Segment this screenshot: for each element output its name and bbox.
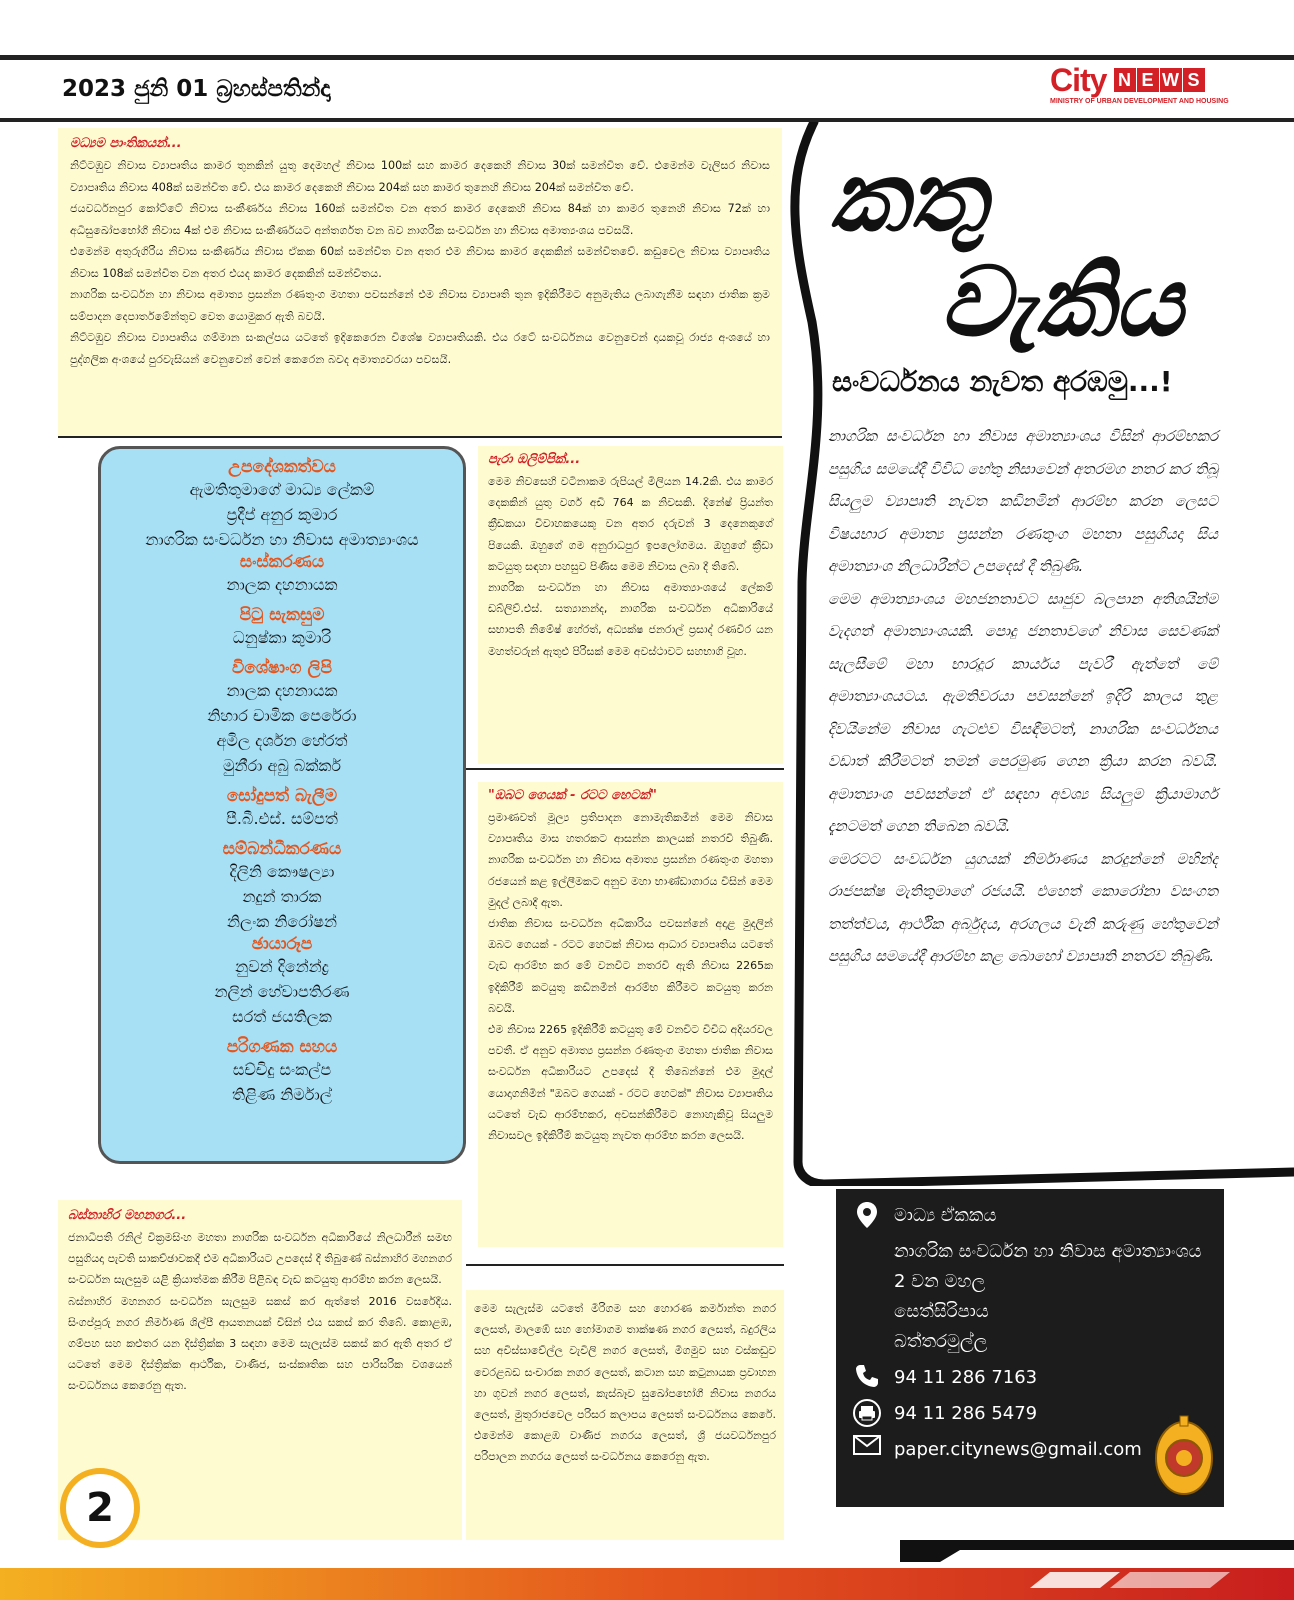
footer-bar: [0, 1540, 1294, 1600]
contact-address-line: බත්තරමුල්ල: [894, 1331, 988, 1352]
paragraph: මෙම අමාත්‍යාංශය මහජනතාවට සෘජුව බලපාන අතිශයින්ම වැදගත් අමාත්‍යාංශයකි. පොදු ජනතාවගේ නිවාස සෙවණක් සැලසීමේ මහා භාරදූර කාර්යය පැවරී ඇත්තේ මේ අමාත්‍යාංශයටය. ඇමතිවරයා පවසන්නේ ඉදිරි කාලය තුළ දිවයිනේම නිවාස ගැටළුව විසඳීමටත්, නාගරික සංවර්ධනය වඩාත් කිරීමටත් තමන් පෙරමුණ ගෙන ක්‍රියා කරන බවයි. අමාත්‍යාංශ පවසන්නේ ඒ සඳහා අවශ්‍ය සියලුම ක්‍රියාමාර්ග දැනටමත් ගෙන තිබෙන බවයි.: [828, 589, 1218, 835]
article-kicker: පැරා ඔලිම්පික්...: [488, 452, 581, 467]
paragraph: නාගරික සංවර්ධන හා නිවාස අමාත්‍යාංශයේ ලේකම් ඩබ්ලිව්.එස්. සත්‍යානන්ද, නාගරික සංවර්ධන අධිකාරියේ සභාපති නිමේෂ් හේරත්, අධ්‍යක්ෂ ජනරාල් ප්‍රසාද් රණවීර යන මහත්වරුන් ඇතුළු පිරිසක් මෙම අවස්ථාවට සහභාගි වූහ.: [488, 581, 773, 658]
paragraph: ජාතික නිවාස සංවර්ධන අධිකාරිය පවසන්නේ අදාළ මුදලින් ඔබට ගෙයක් - රටට හෙටක් නිවාස ආධාර ව්‍යාපෘතිය යටතේ වැඩ ආරම්භ කර මේ වනවිට නතරවී ඇති නිවාස 2265ක ඉදිකිරීම් කටයුතු කඩිනමින් ආරම්භ කිරීමට කටයුතු කරන බවයි.: [488, 917, 773, 1015]
logo-subtitle: MINISTRY OF URBAN DEVELOPMENT AND HOUSING: [1050, 98, 1229, 105]
contact-fax: 94 11 286 5479: [894, 1403, 1038, 1424]
credit-heading: විශේෂාංග ලිපි: [232, 658, 332, 678]
top-article-kicker: මධ්‍යම පාංතිකයන්...: [70, 136, 182, 151]
fax-icon: [852, 1399, 882, 1427]
paragraph: මෙම සැලැස්ම යටතේ මීරිගම සහ හොරණ කර්මාන්ත නගර ලෙසත්, මාලඹේ සහ හෝමාගම තාක්ෂණ නගර ලෙසත්, බදුරලිය සහ අවිස්සාවේල්ල වැවිලි නගර ලෙසත්, මීගමුව සහ වස්කඩුව වෙරළබඩ සංචාරක නගර ලෙසත්, කටාන සහ කටුනායක ප්‍රවාහන හා ගුවන් නගර ලෙසත්, කැස්බෑව සුඛෝපභෝගී නිවාස නගරය ලෙසත්, මුතුරාජවෙල පරිසර කලාපය ලෙසත් සංවර්ධනය කෙරේ. එමෙන්ම කොළඹ වාණිජ නගරය ලෙසත්, ශ්‍රී ජයවර්ධනපුර පරිපාලන නගරය ලෙසත් සංවර්ධනය කෙරෙනු ඇත.: [474, 1302, 776, 1464]
credit-name: නදුන් තාරක: [242, 887, 322, 906]
contact-address-line: සෙත්සිරිපාය: [894, 1301, 989, 1322]
contact-phone[interactable]: 94 11 286 7163: [894, 1367, 1038, 1388]
article-kicker: බස්නාහිර මහනගර...: [68, 1208, 187, 1223]
paragraph: මෙම නිවසෙහි වටිනාකම රුපියල් මිලියන 14.2කි. එය කාමර දෙකකින් යුතු වර්ග අඩි 764 ක නිවසකි. දිනේෂ් ප්‍රියන්ත ක්‍රීඩකයා විවාහකයෙකු වන අතර දරුවන් 3 දෙනෙකුගේ පියෙකි. ඔහුගේ ගම අනුරාධපුර ඉපලෝගමය. ඔහුගේ ක්‍රීඩා කටයුතු සඳහා පහසුව පිණිස මෙම නිවාස ලබා දී තිබේ.: [488, 475, 773, 573]
credit-name: ප්‍රදීප් අනුර කුමාර: [226, 505, 338, 524]
section-divider: [466, 768, 784, 770]
credit-name: නාලක දහනායක: [226, 575, 338, 594]
credit-heading: සංස්කරණය: [239, 552, 325, 572]
editorial-title-line1: කතු: [830, 145, 986, 253]
logo-letter: W: [1160, 68, 1182, 92]
top-article: [58, 128, 782, 436]
credit-name: සච්චිදු සංකල්ප: [232, 1060, 332, 1079]
credit-heading: උපදේශකත්වය: [228, 457, 336, 477]
paragraph: එම නිවාස 2265 ඉදිකිරීම් කටයුතු මේ වනවිට විවිධ අදියරවල පවතී. ඒ අනුව අමාත්‍ය ප්‍රසන්න රණතුංග මහතා ජාතික නිවාස සංවර්ධන අධිකාරියට උපදෙස් දී තිබෙන්නේ එම මුදල් යොදාගනිමින් "ඔබට ගෙයක් - රටට හෙටක්" නිවාස ව්‍යාපෘතිය යටතේ වැඩ ආරම්භකර, අවසන්කිරීමට නොහැකිවූ සියලුම නිවාසවල ඉදිකිරීම් කටයුතු නැවත ආරම්භ කරන ලෙසයි.: [488, 1023, 773, 1143]
paragraph: ජයවර්ධනපුර කෝට්ටේ නිවාස සංකීර්ණය නිවාස 160ක් සමන්විත වන අතර කාමර දෙකෙහි නිවාස 84ක් හා කාමර තුනෙහි නිවාස 72ක් හා අධිසුඛෝපභෝගී නිවාස 4ක් එම නිවාස සංකීර්ණයට අන්තර්ගත වන බව නාගරික සංවර්ධන හා නිවාස අමාත්‍යංශය පවසයි.: [70, 202, 770, 237]
credit-name: ධනුෂ්කා කුමාරි: [232, 628, 332, 647]
credit-name: තිළිණ නිර්මාල්: [232, 1085, 332, 1104]
top-rule: [0, 55, 1294, 60]
government-emblem-icon: [1152, 1414, 1216, 1498]
logo-news-letters: [1114, 68, 1205, 92]
credit-heading: සම්බන්ධීකරණය: [222, 839, 342, 859]
credit-name: නිලංක නිරෝෂන්: [227, 912, 337, 931]
credit-name: නාලක දහනායක: [226, 681, 338, 700]
credit-name: දිලිනි කෞෂල්‍යා: [229, 862, 335, 881]
paragraph: ප්‍රමාණවත් මූල්‍ය ප්‍රතිපාදන නොමැතිකමින් මෙම නිවාස ව්‍යාපෘතිය මාස හතරකට ආසන්න කාලයක් නතරවී තිබුණි. නාගරික සංවර්ධන හා නිවාස අමාත්‍ය ප්‍රසන්න රණතුංග මහතා රජයෙන් කළ ඉල්ලීමකට අනුව මහා භාණ්ඩාගාරය විසින් මෙම මුදල් ලබාදී ඇත.: [488, 811, 773, 909]
paragraph: මෙරටට සංවර්ධන යුගයක් නිර්මාණය කරදුන්නේ මහින්ද රාජපක්ෂ මැතිතුමාගේ රජයයි. එහෙත් කොරෝනා වසංගත තත්ත්වය, ආර්ථික අර්බුදය, අරගලය වැනි කරුණු හේතුවෙන් පසුගිය සමයේදී ආරම්භ කළ බොහෝ ව්‍යාපෘති නතරව තිබුණි.: [828, 849, 1218, 965]
credits-box: [98, 446, 466, 1164]
credit-name: නුවන් දිනේන්ද්‍ර: [235, 957, 329, 976]
obata-geyak-article: [478, 782, 783, 1247]
paragraph: නිට්ටඹුව නිවාස ව්‍යාපෘතිය ගම්මාන සංකල්පය යටතේ ඉදිකෙරෙන විශේෂ ව්‍යාපෘතියකි. එය රටේ සංවර්ධනය වෙනුවෙන් දායකවූ රාජ්‍ය අංශයේ හා පුද්ගලික අංශයේ පුරවැසියන් වෙනුවෙන් වෙන් කෙරෙන බවද අමාත්‍යවරයා පවසයි.: [70, 331, 770, 366]
credit-name: නලින් හේවාපතිරණ: [214, 982, 350, 1001]
page-number: 2: [60, 1468, 140, 1548]
contact-address-line: නාගරික සංවර්ධන හා නිවාස අමාත්‍යාංශය: [894, 1241, 1202, 1262]
credit-name: සරත් ජයතිලක: [232, 1007, 332, 1026]
contact-address-title: මාධ්‍ය ඒකකය: [894, 1205, 997, 1226]
credit-name: නාගරික සංවර්ධන හා නිවාස අමාත්‍යාංශය: [145, 530, 419, 549]
paragraph: ජනාධිපති රනිල් වික්‍රමසිංහ මහතා නාගරික සංවර්ධන අධිකාරියේ නිලධාරීන් සමඟ පසුගියදා පැවති සාකච්ඡාවකදී එම අධිකාරියට උපදෙස් දී තිබුණේ බස්නාහිර මහනගර සංවර්ධන සැලසුම යළි ක්‍රියාත්මක කිරීම පිළිබඳ වැඩ කටයුතු ආරම්භ කරන ලෙසයි.: [68, 1231, 452, 1287]
email-icon: [852, 1435, 882, 1455]
credit-name: නිහාර චාමික පෙරේරා: [207, 706, 357, 725]
logo-letter: S: [1183, 68, 1205, 92]
logo-letter: N: [1114, 68, 1136, 92]
metro-continuation-article: [466, 1290, 784, 1540]
city-news-logo: [1050, 62, 1229, 110]
phone-icon: [852, 1363, 882, 1389]
editorial-title: [830, 145, 1230, 365]
credit-name: ඇමතිතුමාගේ මාධ්‍ය ලේකම්: [189, 480, 375, 499]
credit-heading: පිටු සැකසුම: [239, 605, 325, 625]
paragraph: නාගරික සංවර්ධන හා නිවාස අමාත්‍යාංශය විසින් ආරම්භකර පසුගිය සමයේදී විවිධ හේතු නිසාවෙන් අතරමග නතර කර තිබූ සියලුම ව්‍යාපෘති නැවත කඩිනමින් ආරම්භ කරන ලෙසට විෂයභාර අමාත්‍ය ප්‍රසන්න රණතුංග මහතා පසුගියදා සිය අමාත්‍යාංශ නිලධාරීන්ට උපදෙස් දී තිබුණි.: [828, 427, 1218, 575]
credit-heading: පරිගණක සහය: [226, 1037, 338, 1057]
credit-heading: ඡායාරූප: [251, 934, 313, 954]
location-pin-icon: [852, 1201, 882, 1229]
editorial-title-line2: වැකිය: [940, 245, 1183, 358]
contact-address-row: [852, 1201, 1208, 1231]
contact-phone-row: [852, 1363, 1208, 1393]
credit-heading: සෝදුපත් බැලීම: [226, 786, 338, 806]
logo-city-text: City: [1050, 62, 1107, 98]
paragraph: නාගරික සංවර්ධන හා නිවාස අමාත්‍ය ප්‍රසන්න රණතුංග මහතා පවසන්නේ එම නිවාස ව්‍යාපෘති තුන ඉදිකිරීමට අනුමැතිය ලබාගැනීම සඳහා ජාතික ක්‍රම සම්පාදන දෙපාර්තමේන්තුව වෙත යොමුකර ඇති බවයි.: [70, 288, 770, 323]
paragraph: බස්නාහිර මහනගර සංවර්ධන සැලසුම සකස් කර ඇත්තේ 2016 වසරේදීය. සිංගප්පූරු නගර නිර්මාණ ශිල්පී ආයතනයක් විසින් එය සකස් කර තිබේ. කොළඹ, ගම්පහ සහ කළුතර යන දිස්ත්‍රික්ක 3 සඳහා මෙම සැලැස්ම සකස් කර ඇති අතර ඒ යටතේ මෙම දිස්ත්‍රික්ක ආර්ථික, වාණිජ, සංස්කෘතික සහ පාරිසරික වශයෙන් සංවර්ධනය කෙරෙනු ඇත.: [68, 1294, 452, 1393]
section-divider: [58, 436, 782, 438]
credit-name: අමිල දර්ශන හේරත්: [216, 731, 348, 750]
paragraph: එමෙන්ම අතුරුගිරිය නිවාස සංකීර්ණය නිවාස ඒකක 60ක් සමන්විත වන අතර එම නිවාස කාමර දෙකකින් සමන්විතවේ. කඩුවෙල නිවාස ව්‍යාපෘතිය නිවාස 108ක් සමන්විත වන අතර එයද කාමර දෙකකින් සමන්විතය.: [70, 245, 770, 280]
paragraph: නිට්ටඹුව නිවාස ව්‍යාපෘතිය කාමර තුනකින් යුතු දෙමහල් නිවාස 100ක් සහ කාමර දෙකෙහි නිවාස 30ක් සමන්විත වේ. එමෙන්ම වැලිසර නිවාස ව්‍යාපෘතිය නිවාස 408ක් සමන්විත වේ. එය කාමර දෙකෙහි නිවාස 204ක් සහ කාමර තුනෙහි නිවාස 204ක් සමන්විත වේ.: [70, 159, 770, 194]
para-olympic-article: [478, 446, 783, 764]
contact-address-line: 2 වන මහල: [894, 1271, 986, 1292]
article-kicker: "ඔබට ගෙයක් - රටට හෙටක්": [488, 788, 657, 803]
logo-letter: E: [1137, 68, 1159, 92]
credit-name: මුනීරා අබු බක්කර්: [223, 756, 341, 775]
issue-date: 2023 ජුනි 01 බ්‍රහස්පතින්දා: [62, 76, 331, 102]
contact-email[interactable]: paper.citynews@gmail.com: [894, 1439, 1142, 1460]
editorial-body: [828, 420, 1218, 973]
editorial-subtitle: සංවර්ධනය නැවත අරඹමු...!: [832, 365, 1173, 398]
credit-name: පී.බී.එස්. සම්පත්: [226, 809, 338, 828]
section-divider: [466, 1264, 784, 1266]
